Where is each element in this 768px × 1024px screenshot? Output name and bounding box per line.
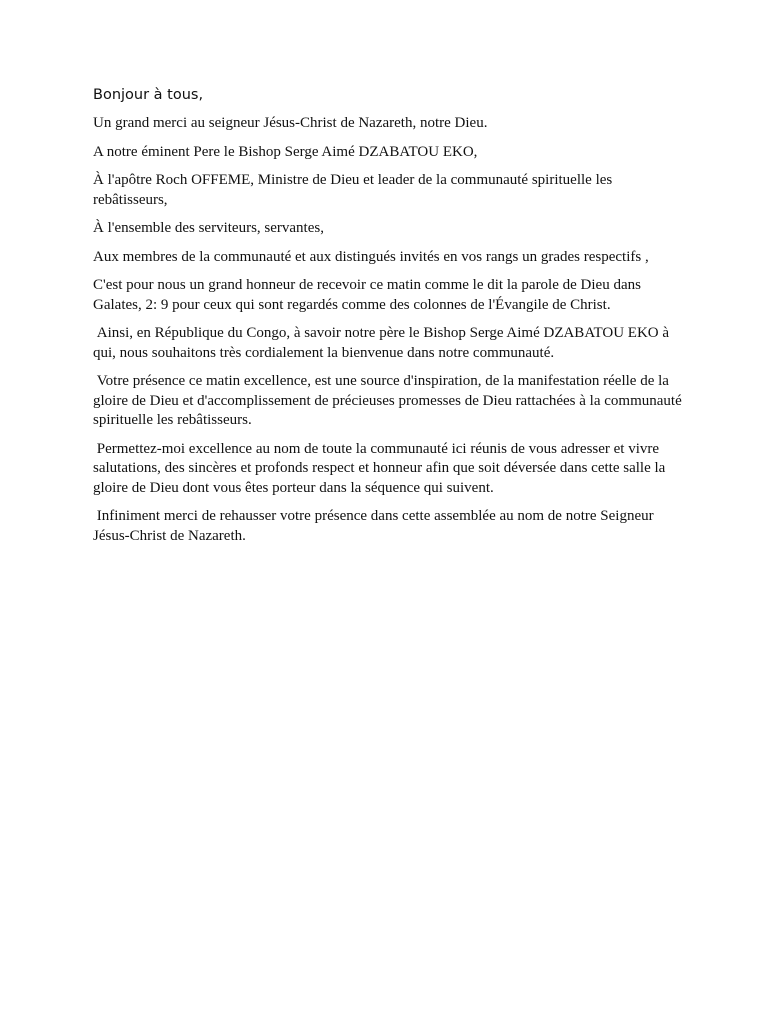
paragraph-1: Un grand merci au seigneur Jésus-Christ de Nazareth, notre Dieu. <box>93 115 488 131</box>
paragraph-4: À l'ensemble des serviteurs, servantes, <box>93 220 324 236</box>
greeting-line: Bonjour à tous, <box>93 87 204 103</box>
paragraph-9: Permettez-moi excellence au nom de toute la communauté ici réunis de vous adresser et vivre salutations, des sincères et profonds respect et honneur afin que soit déversée dans cette salle la gloire de Dieu dont vous êtes porteur dans la séquence qui suivent. <box>93 440 670 496</box>
paragraph-8: Votre présence ce matin excellence, est une source d'inspiration, de la manifestation réelle de la gloire de Dieu et d'accomplissement de précieuses promesses de Dieu rattachées à la communauté spirituelle les rebâtisseurs. <box>93 373 686 428</box>
paragraph-5: Aux membres de la communauté et aux distingués invités en vos rangs un grades respectifs , <box>93 248 649 265</box>
document-body <box>93 85 686 555</box>
paragraph-7: Ainsi, en République du Congo, à savoir notre père le Bishop Serge Aimé DZABATOU EKO à qui, nous souhaitons très cordialement la bienvenue dans notre communauté. <box>93 325 673 361</box>
paragraph-2: A notre éminent Pere le Bishop Serge Aimé DZABATOU EKO, <box>93 143 478 160</box>
paragraph-6: C'est pour nous un grand honneur de recevoir ce matin comme le dit la parole de Dieu dans Galates, 2: 9 pour ceux qui sont regardés comme des colonnes de l'Évangile de Christ. <box>93 277 645 313</box>
paragraph-10: Infiniment merci de rehausser votre présence dans cette assemblée au nom de notre Seigneur Jésus-Christ de Nazareth. <box>93 508 658 544</box>
paragraph-3: À l'apôtre Roch OFFEME, Ministre de Dieu et leader de la communauté spirituelle les rebâtisseurs, <box>93 172 616 208</box>
